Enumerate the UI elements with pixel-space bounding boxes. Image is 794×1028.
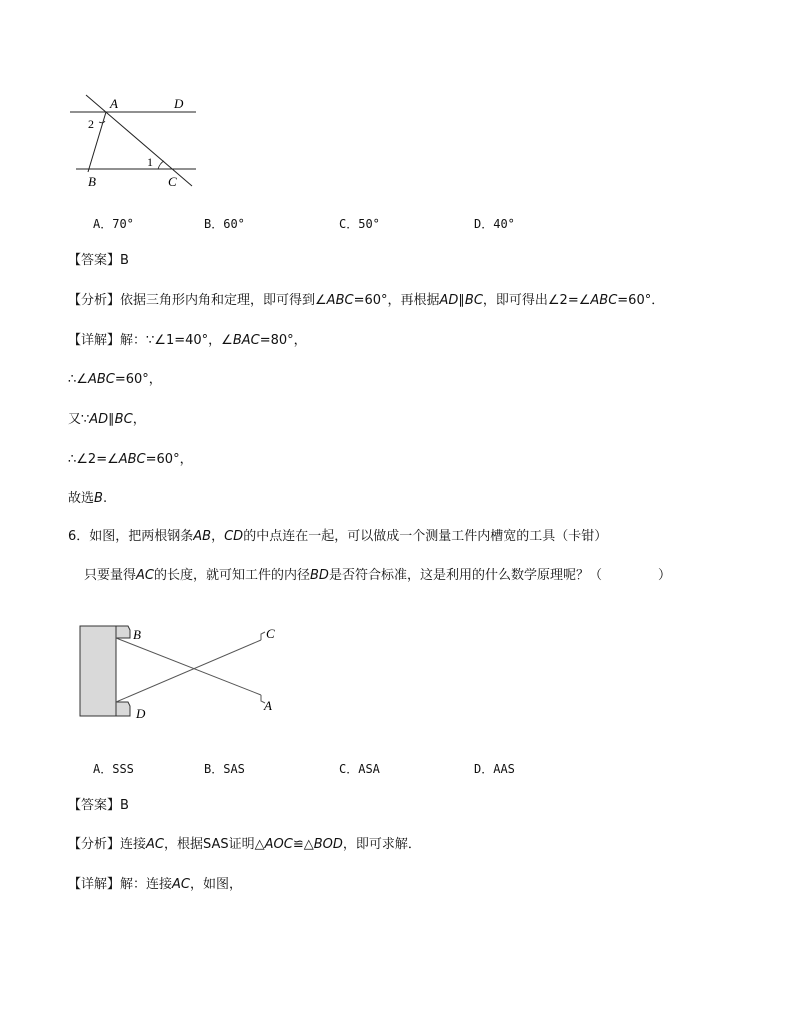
q5-figure — [66, 90, 206, 192]
q6-option-d[interactable]: D．AAS — [474, 762, 515, 776]
detail-text: 又∵ — [68, 412, 90, 427]
detail-text: 解：∵∠1=40°，∠ — [120, 333, 233, 348]
detail-text: =60°， — [114, 372, 162, 387]
q5-detail-line-4 — [68, 451, 193, 469]
stem-text: ， — [211, 529, 225, 544]
bar-cd — [116, 640, 261, 702]
stem-var: AB — [193, 529, 212, 544]
analysis-var: ABC — [326, 293, 354, 308]
detail-text: ∴∠2=∠ — [68, 452, 119, 467]
stem-text: 的中点连在一起，可以做成一个测量工件内槽宽的工具（卡钳） — [243, 529, 608, 544]
detail-tag: 【详解】 — [68, 877, 121, 892]
analysis-tag: 【分析】 — [68, 293, 121, 308]
analysis-var: AOC — [264, 837, 293, 852]
detail-var: ABC — [87, 372, 115, 387]
stem-var: CD — [224, 529, 244, 544]
q6-analysis — [68, 836, 421, 854]
stem-text: 是否符合标准，这是利用的什么数学原理呢？（ — [328, 568, 602, 583]
label-d: D — [174, 96, 184, 111]
detail-text: =80°， — [259, 333, 307, 348]
label-d: D — [136, 706, 146, 721]
label-a: A — [110, 96, 118, 111]
label-angle-1: 1 — [147, 155, 153, 169]
angle-2-arc — [99, 121, 105, 123]
stem-text: 的长度，就可知工件的内径 — [154, 568, 311, 583]
jaw-d — [116, 702, 130, 716]
q5-detail-line-2 — [68, 371, 162, 389]
q5-option-b[interactable]: B．60° — [204, 217, 245, 231]
analysis-text: =60°． — [617, 293, 665, 308]
q6-stem-line-2 — [84, 567, 671, 585]
label-c: C — [266, 626, 275, 641]
answer-tag: 【答案】 — [68, 798, 121, 813]
workpiece — [80, 626, 116, 716]
detail-var: AD∥BC — [89, 412, 133, 427]
detail-tag: 【详解】 — [68, 333, 121, 348]
analysis-text: ，即可得出∠2=∠ — [482, 293, 591, 308]
analysis-text: ，根据SAS证明△ — [164, 837, 265, 852]
q6-option-a[interactable]: A．SSS — [93, 762, 134, 776]
q6-option-b[interactable]: B．SAS — [204, 762, 245, 776]
q5-option-a[interactable]: A．70° — [93, 217, 134, 231]
detail-text: 解：连接 — [120, 877, 173, 892]
q6-detail — [68, 876, 242, 894]
q5-analysis — [68, 292, 664, 310]
stem-text: 只要量得 — [84, 568, 137, 583]
bar-ab — [116, 638, 261, 695]
q6-stem-line-1 — [68, 528, 607, 546]
q5-option-c[interactable]: C．50° — [339, 217, 380, 231]
label-b: B — [88, 174, 96, 189]
analysis-text: 依据三角形内角和定理，即可得到∠ — [120, 293, 327, 308]
detail-text: 故选 — [68, 491, 95, 506]
q5-option-d[interactable]: D．40° — [474, 217, 515, 231]
q6-figure — [78, 622, 284, 722]
analysis-text: 连接 — [120, 837, 147, 852]
stem-text: ） — [657, 568, 671, 583]
stem-var: AC — [136, 568, 154, 583]
tip-c — [261, 632, 265, 640]
detail-var: B — [94, 491, 103, 506]
answer-value: B — [120, 798, 129, 813]
analysis-text: =60°，再根据 — [353, 293, 440, 308]
answer-value: B — [120, 253, 129, 268]
label-b: B — [133, 627, 141, 642]
q5-answer — [68, 252, 129, 270]
detail-text: ， — [132, 412, 146, 427]
q6-option-c[interactable]: C．ASA — [339, 762, 380, 776]
analysis-var: BOD — [313, 837, 343, 852]
detail-text: . — [102, 491, 108, 506]
label-a: A — [264, 698, 272, 713]
jaw-b — [116, 626, 130, 638]
q5-detail-line-1 — [68, 332, 307, 350]
analysis-var: AD∥BC — [439, 293, 483, 308]
stem-text: 6．如图，把两根钢条 — [68, 529, 194, 544]
angle-1-arc — [158, 161, 164, 169]
analysis-var: AC — [146, 837, 165, 852]
analysis-tag: 【分析】 — [68, 837, 121, 852]
q5-detail-line-3 — [68, 411, 146, 429]
detail-text: ，如图， — [190, 877, 243, 892]
stem-var: BD — [310, 568, 329, 583]
detail-text: ∴∠ — [68, 372, 88, 387]
q6-answer — [68, 797, 129, 815]
label-angle-2: 2 — [88, 117, 94, 131]
label-c: C — [168, 174, 177, 189]
detail-var: AC — [172, 877, 191, 892]
q5-detail-line-5 — [68, 490, 107, 508]
answer-tag: 【答案】 — [68, 253, 121, 268]
analysis-var: ABC — [590, 293, 618, 308]
detail-text: =60°， — [145, 452, 193, 467]
detail-var: BAC — [232, 333, 260, 348]
detail-var: ABC — [118, 452, 146, 467]
analysis-text: ≌△ — [292, 837, 314, 852]
analysis-text: ，即可求解． — [342, 837, 421, 852]
